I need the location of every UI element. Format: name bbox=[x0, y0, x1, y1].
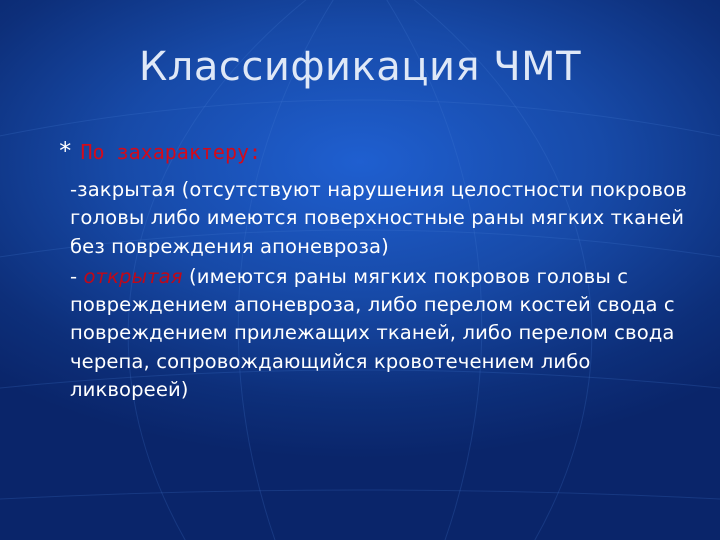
slide-body bbox=[70, 176, 710, 404]
open-type-paragraph bbox=[70, 263, 710, 404]
bullet-heading bbox=[58, 137, 261, 165]
open-type-description: (имеются раны мягких покровов головы с повреждением апоневроза, либо перелом костей свода с повреждением прилежащих тканей, либо перелом свода черепа, сопровождающийся кровотечением либо ликвореей) bbox=[70, 264, 675, 402]
slide-title: Классификация ЧМТ bbox=[138, 44, 582, 90]
open-type-prefix: - bbox=[70, 264, 84, 288]
bullet-marker: * bbox=[58, 137, 73, 165]
bullet-label: По захарактеру: bbox=[80, 140, 262, 164]
closed-type-paragraph: -закрытая (отсутствуют нарушения целостности покровов головы либо имеются поверхностные раны мягких тканей без повреждения апоневроза) bbox=[70, 178, 687, 258]
open-type-term: открытая bbox=[83, 264, 183, 288]
